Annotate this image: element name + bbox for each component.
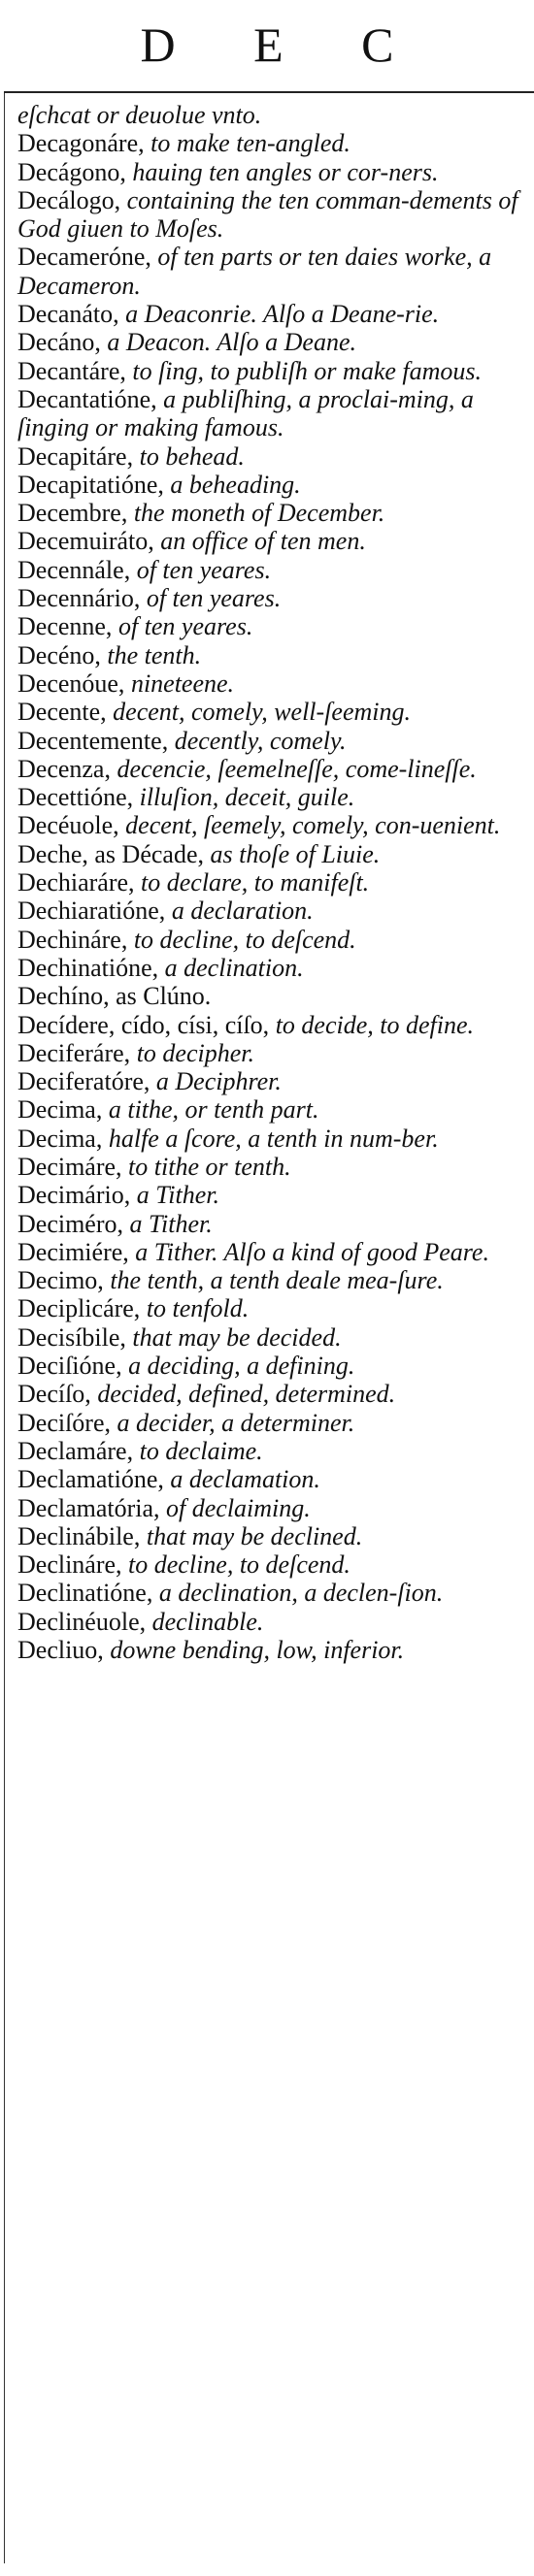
entry-definition: a declaration. [171,897,314,926]
entry-headword: Decenóue, [17,668,131,698]
dictionary-entry [17,1579,524,1607]
entry-headword: Decentemente, [17,726,175,755]
entry-definition: a declination. [164,953,304,982]
entry-headword: Decennário, [17,584,147,613]
entry-definition: to ſing, to publiſh or make famous. [132,356,483,385]
entry-headword: Dechiaratióne, [17,897,172,926]
entry-definition: downe bending, low, inferior. [110,1636,405,1665]
dictionary-entry [17,1494,524,1522]
entry-definition: the tenth. [107,640,202,669]
entry-definition: to behead. [139,441,245,471]
dictionary-entry [17,954,524,982]
dictionary-entry [17,1352,524,1380]
entry-definition: to tithe or tenth. [128,1152,291,1181]
entry-headword: Declamáre, [17,1436,140,1465]
dictionary-entry [17,727,524,755]
entry-definition: a beheading. [170,470,301,499]
entry-definition: a deciding, a defining. [128,1352,355,1381]
dictionary-entry [17,328,524,356]
entry-headword: Decente, [17,698,114,727]
dictionary-entry [17,101,524,129]
entry-definition: of ten yeares. [146,584,282,613]
entry-headword: Deciplicáre, [17,1294,147,1323]
entry-headword: Decídere, cído, císi, cíſo, [17,1010,276,1039]
entry-definition: to decline, to deſcend. [133,925,356,954]
dictionary-entry [17,1323,524,1352]
entry-headword: Declináre, [17,1550,129,1580]
entry-headword: Declamatória, [17,1493,167,1522]
dictionary-entry [17,698,524,726]
entry-definition: the tenth, a tenth deale mea-ſure. [110,1266,444,1295]
dictionary-entry [17,584,524,612]
margin-rule [4,93,5,2563]
entry-definition: hauing ten angles or cor-ners. [132,157,439,186]
entry-headword: Dechináre, [17,925,134,954]
entry-headword: Decliuo, [17,1636,111,1665]
entry-headword: Deciſióne, [17,1352,129,1381]
dictionary-entry [17,926,524,954]
dictionary-entry [17,612,524,640]
entry-definition: decent, ſeemely, comely, con-uenient. [125,811,501,840]
dictionary-entry [17,1608,524,1636]
entry-definition: to decipher. [136,1038,254,1067]
entry-definition: to declaime. [139,1436,263,1465]
entry-list [17,101,524,1664]
entry-headword: Decenne, [17,612,118,641]
dictionary-entry [17,1266,524,1294]
header-rule [4,91,534,93]
entry-headword: Decima, [17,1124,109,1153]
entry-definition: as thoſe of Liuie. [210,839,381,868]
entry-headword: Deciferáre, [17,1038,137,1067]
entry-definition: decent, comely, well-ſeeming. [113,698,411,727]
entry-headword: Decimo, [17,1266,111,1295]
dictionary-entry [17,1153,524,1181]
entry-definition: that may be decided. [132,1322,342,1352]
entry-headword: Decemuiráto, [17,527,161,556]
entry-definition: that may be declined. [146,1521,363,1550]
entry-headword: Decapitáre, [17,441,140,471]
dictionary-entry [17,385,524,442]
entry-headword: Decenza, [17,754,117,783]
entry-headword: Decanáto, [17,300,126,329]
dictionary-entry [17,1294,524,1322]
dictionary-entry [17,129,524,157]
entry-headword: Decantáre, [17,356,133,385]
entry-headword: Deche, as Décade, [17,839,211,868]
entry-headword: Dechíno, as Clúno. [17,982,212,1011]
entry-headword: Declinábile, [17,1521,147,1550]
dictionary-entry [17,868,524,897]
entry-definition: nineteene. [130,668,235,698]
entry-definition: of ten parts or ten daies worke, a Decameron. [17,243,492,300]
dictionary-entry [17,1210,524,1238]
dictionary-entry [17,1181,524,1209]
entry-definition: a decider, a determiner. [117,1408,355,1437]
dictionary-entry [17,840,524,868]
entry-headword: Decimário, [17,1181,137,1210]
dictionary-entry [17,300,524,328]
entry-headword: Decembre, [17,499,134,528]
dictionary-entry [17,1465,524,1493]
entry-headword: Dechiaráre, [17,868,142,897]
entry-headword: Decennále, [17,555,137,584]
entry-headword: Decameróne, [17,243,158,272]
entry-headword: Declamatióne, [17,1465,171,1494]
entry-definition: to decline, to deſcend. [128,1550,350,1580]
entry-headword: Declinatióne, [17,1579,159,1608]
entry-definition: an office of ten men. [160,527,366,556]
dictionary-entry [17,1011,524,1039]
entry-headword: Decagonáre, [17,129,151,158]
dictionary-entry [17,1125,524,1153]
entry-headword: Deciferatóre, [17,1067,156,1096]
entry-definition: a publiſhing, a proclai-ming, a ſinging or making famous. [17,384,474,442]
entry-definition: decently, comely. [174,726,347,755]
entry-definition: halfe a ſcore, a tenth in num-ber. [108,1124,439,1153]
entry-definition: a Tither. [129,1209,213,1238]
entry-definition: the moneth of December. [133,499,385,528]
entry-headword: Declinéuole, [17,1607,152,1636]
entry-definition: a Deaconrie. Alſo a Deane-rie. [125,300,440,329]
entry-definition: a Tither. Alſo a kind of good Peare. [135,1237,489,1266]
dictionary-entry [17,982,524,1010]
dictionary-entry [17,1636,524,1664]
dictionary-entry [17,499,524,527]
dictionary-entry [17,243,524,300]
entry-definition: a Deacon. Alſo a Deane. [107,328,356,357]
entry-headword: Decéuole, [17,811,126,840]
dictionary-entry [17,357,524,385]
dictionary-entry [17,1095,524,1124]
dictionary-entry [17,897,524,925]
entry-definition: decided, defined, determined. [97,1380,396,1409]
entry-definition: containing the ten comman-dements of God giuen to Moſes. [17,185,518,244]
dictionary-entry [17,1409,524,1437]
entry-headword: Decáno, [17,328,108,357]
entry-headword: Decisíbile, [17,1322,133,1352]
entry-headword: Decéno, [17,640,108,669]
dictionary-entry [17,186,524,244]
dictionary-entry [17,556,524,584]
entry-definition: a declamation. [170,1465,320,1494]
entry-headword: Decantatióne, [17,384,164,413]
entry-headword: Deciſóre, [17,1408,117,1437]
entry-definition: decencie, ſeemelneſſe, come-lineſſe. [117,754,477,783]
entry-headword: Decágono, [17,157,133,186]
dictionary-entry [17,641,524,669]
entry-definition: eſchcat or deuolue vnto. [17,101,262,129]
dictionary-entry [17,158,524,186]
entry-headword: Decettióne, [17,783,140,812]
entry-definition: to make ten-angled. [150,129,350,158]
dictionary-entry [17,1550,524,1579]
entry-headword: Deciméro, [17,1209,130,1238]
entry-definition: a tithe, or tenth part. [108,1095,319,1125]
dictionary-entry [17,811,524,839]
entry-headword: Decimiére, [17,1237,136,1266]
dictionary-entry [17,1238,524,1266]
entry-definition: of ten yeares. [117,612,253,641]
entry-definition: of declaiming. [166,1493,311,1522]
dictionary-entry [17,669,524,698]
dictionary-entry [17,1380,524,1408]
entry-definition: illuſion, deceit, guile. [139,783,355,812]
dictionary-entry [17,1437,524,1465]
entry-definition: to declare, to manifeſt. [141,868,370,897]
entry-definition: a declination, a declen-ſion. [158,1579,444,1608]
entry-definition: to tenfold. [146,1294,250,1323]
dictionary-entry [17,1039,524,1067]
entry-definition: a Tither. [136,1181,219,1210]
entry-definition: to decide, to define. [275,1010,475,1039]
entry-definition: a Deciphrer. [155,1067,282,1096]
dictionary-entry [17,755,524,783]
entry-headword: Decapitatióne, [17,470,171,499]
page-header: D E C [140,17,427,72]
dictionary-entry [17,442,524,471]
entry-headword: Decíſo, [17,1380,98,1409]
entry-headword: Dechinatióne, [17,953,165,982]
dictionary-entry [17,1522,524,1550]
dictionary-entry [17,527,524,555]
dictionary-entry [17,1067,524,1095]
entry-definition: of ten yeares. [136,555,272,584]
dictionary-entry [17,783,524,811]
dictionary-entry [17,471,524,499]
entry-definition: declinable. [151,1607,264,1636]
entry-headword: Decima, [17,1095,109,1125]
entry-headword: Decimáre, [17,1152,129,1181]
entry-headword: Decálogo, [17,185,127,214]
